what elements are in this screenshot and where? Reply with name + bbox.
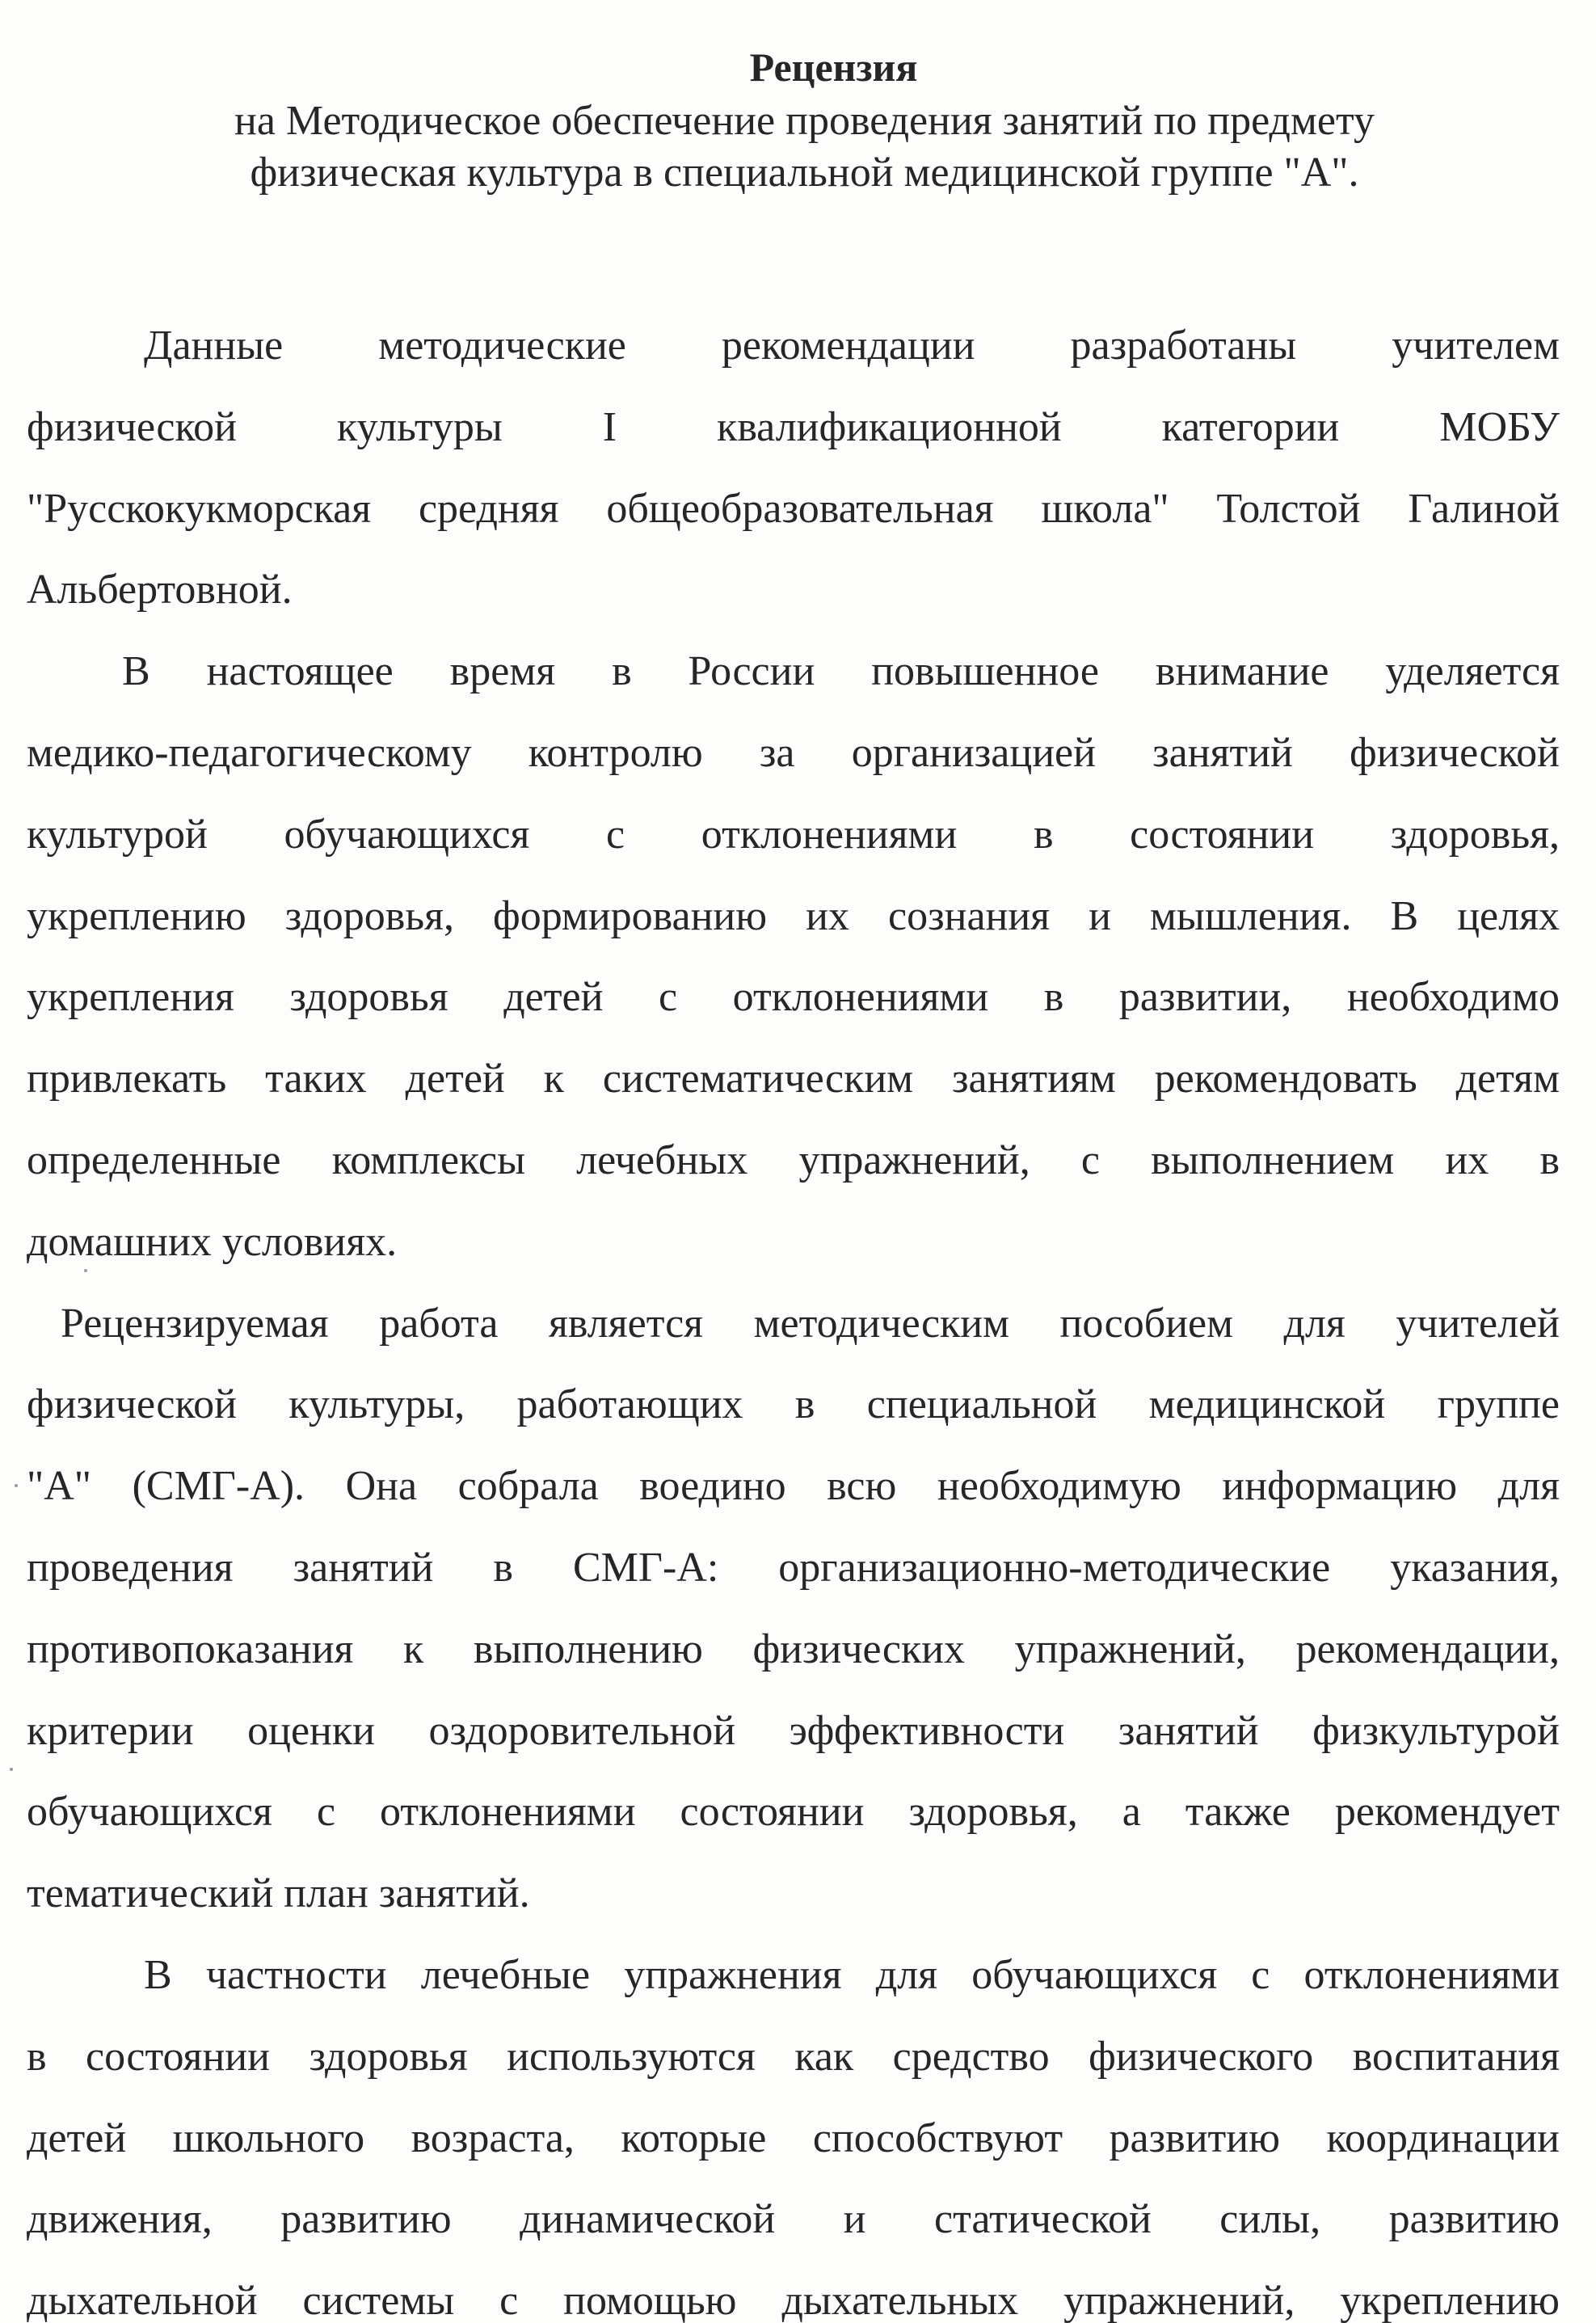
text-line: Альбертовной.	[27, 567, 293, 613]
text-line: укреплению здоровья, формированию их сознания и мышления. В целях	[27, 892, 1560, 939]
document-subtitle	[13, 95, 1596, 199]
text-line: движения, развитию динамической и статической силы, развитию	[27, 2196, 1560, 2243]
text-line: Рецензируемая работа является методическим пособием для учителей	[61, 1300, 1560, 1347]
text-line: укрепления здоровья детей с отклонениями в развитии, необходимо	[27, 974, 1560, 1021]
text-line: обучающихся с отклонениями состоянии здоровья, а также рекомендует	[27, 1789, 1560, 1836]
text-line: физической культуры, работающих в специальной медицинской группе	[27, 1381, 1560, 1428]
subtitle-line: на Методическое обеспечение проведения занятий по предмету	[234, 98, 1375, 144]
paragraph-work-description	[27, 1284, 1560, 1935]
text-line: культурой обучающихся с отклонениями в состоянии здоровья,	[27, 811, 1560, 858]
subtitle-line: физическая культура в специальной медицинской группе "А".	[250, 150, 1359, 196]
text-line: детей школьного возраста, которые способствуют развитию координации	[27, 2114, 1560, 2161]
paragraph-authors	[27, 306, 1560, 631]
scan-speck	[10, 1768, 13, 1771]
paragraph-exercises	[27, 1935, 1560, 2323]
text-line: противопоказания к выполнению физических упражнений, рекомендации,	[27, 1625, 1560, 1672]
text-line: "А" (СМГ-А). Она собрала воедино всю необходимую информацию для	[27, 1463, 1560, 1510]
text-line: В частности лечебные упражнения для обучающихся с отклонениями	[144, 1951, 1560, 1998]
text-line: домашних условиях.	[27, 1218, 398, 1265]
document-body	[27, 306, 1560, 2323]
text-line: привлекать таких детей к систематическим занятиям рекомендовать детям	[27, 1056, 1560, 1102]
text-line: определенные комплексы лечебных упражнений, с выполнением их в	[27, 1136, 1560, 1183]
scan-speck	[84, 1269, 87, 1272]
text-line: В настоящее время в России повышенное внимание уделяется	[122, 648, 1560, 695]
paragraph-relevance	[27, 631, 1560, 1283]
scan-speck	[15, 1484, 18, 1487]
text-line: Данные методические рекомендации разработаны учителем	[144, 323, 1560, 369]
text-line: тематический план занятий.	[27, 1870, 530, 1917]
text-line: проведения занятий в СМГ-А: организационно-методические указания,	[27, 1544, 1560, 1591]
document-header	[0, 39, 1596, 199]
text-line: "Русскокукморская средняя общеобразовательная школа" Толстой Галиной	[27, 485, 1560, 532]
text-line: физической культуры I квалификационной категории МОБУ	[27, 403, 1560, 450]
document-title: Рецензия	[749, 44, 918, 90]
text-line: критерии оценки оздоровительной эффективности занятий физкультурой	[27, 1707, 1560, 1754]
text-line: в состоянии здоровья используются как средство физического воспитания	[27, 2033, 1560, 2080]
text-line: дыхательной системы с помощью дыхательных упражнений, укреплению	[27, 2278, 1560, 2323]
text-line: медико-педагогическому контролю за организацией занятий физической	[27, 729, 1560, 776]
